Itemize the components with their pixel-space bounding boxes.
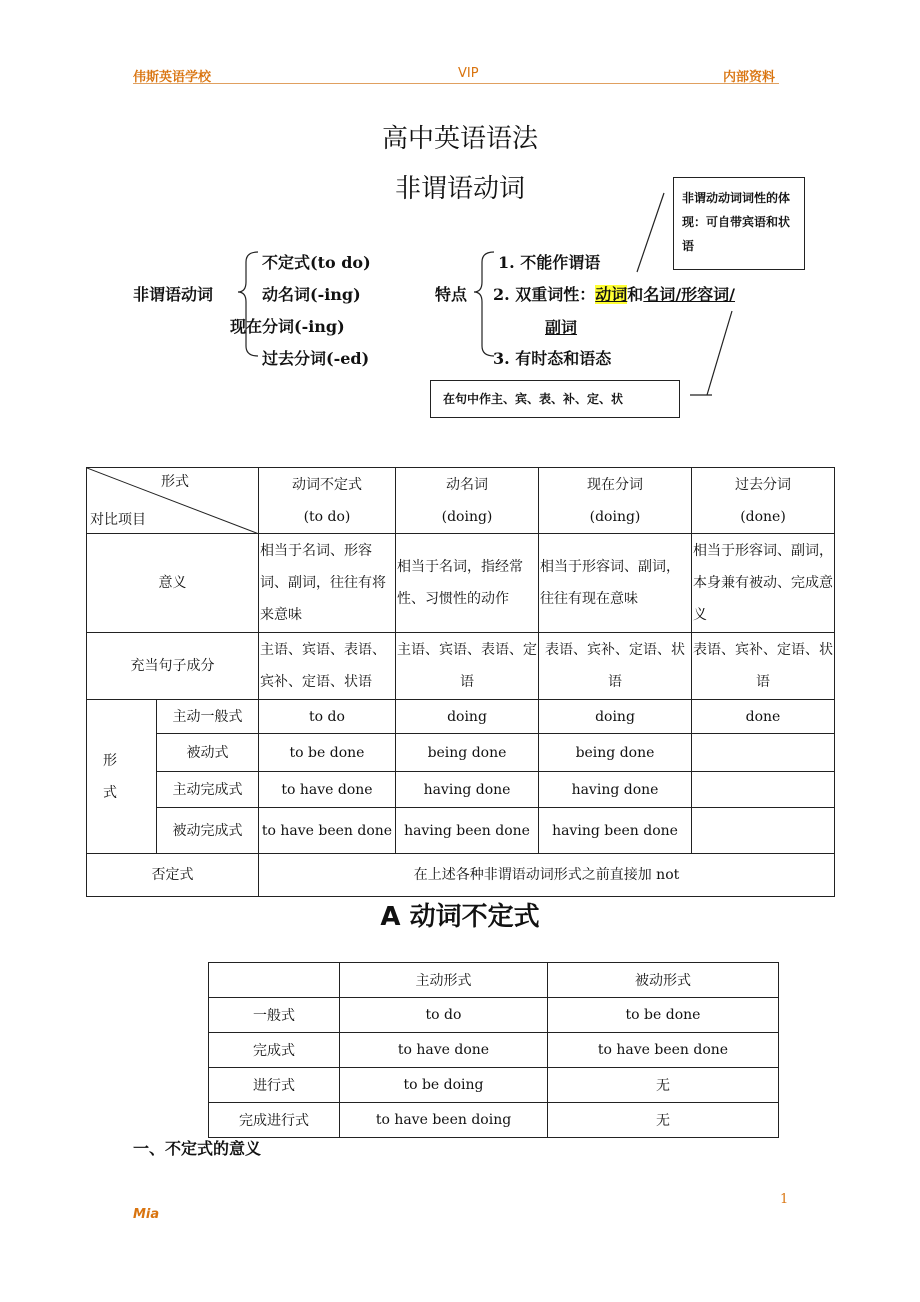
table-row-form-passive bbox=[87, 734, 835, 772]
table-cell: to be doing bbox=[340, 1068, 548, 1103]
footer-brand: Mia bbox=[133, 1207, 160, 1222]
feature-2-rest: 名词/形容词/ bbox=[643, 285, 736, 304]
table-header-row bbox=[209, 963, 779, 998]
form-label-char-2: 式 bbox=[103, 784, 117, 801]
table-cell: to have done bbox=[340, 1033, 548, 1068]
feature-2-prefix: 2. 双重词性： bbox=[493, 285, 596, 304]
row-label-negative: 否定式 bbox=[87, 854, 259, 897]
feature-2 bbox=[493, 282, 735, 305]
diagram-root: 非谓语动词 bbox=[133, 285, 214, 304]
table-cell: 进行式 bbox=[209, 1068, 340, 1103]
roles-gerund: 主语、宾语、表语、定语 bbox=[396, 633, 539, 700]
page-number: 1 bbox=[780, 1192, 789, 1207]
row-label-form bbox=[87, 700, 157, 854]
column-name: 动词不定式 bbox=[292, 476, 362, 493]
note-box-top: 非谓动动词词性的体现：可自带宾语和状语 bbox=[673, 177, 805, 270]
note-box-bottom: 在句中作主、宾、表、补、定、状 bbox=[430, 380, 680, 418]
column-header-present-participle bbox=[539, 468, 692, 534]
table-row-form-perfect bbox=[87, 772, 835, 808]
diagram-item-past-participle: 过去分词(-ed) bbox=[262, 349, 370, 368]
meaning-present-participle: 相当于形容词、副词，往往有现在意味 bbox=[539, 534, 692, 633]
feature-1: 1. 不能作谓语 bbox=[498, 253, 601, 272]
column-form: (done) bbox=[740, 508, 786, 525]
column-header-past-participle bbox=[692, 468, 835, 534]
form-cell: being done bbox=[539, 734, 692, 772]
form-cell: having been done bbox=[396, 808, 539, 854]
form-cell: doing bbox=[396, 700, 539, 734]
table-cell: 完成式 bbox=[209, 1033, 340, 1068]
table-row bbox=[209, 1103, 779, 1138]
form-cell: to have done bbox=[259, 772, 396, 808]
table-row-form-active bbox=[87, 700, 835, 734]
feature-2-adverb: 副词 bbox=[545, 318, 578, 337]
diagram-item-gerund: 动名词(-ing) bbox=[262, 285, 361, 304]
feature-2-and: 和 bbox=[627, 285, 644, 304]
page-title: 高中英语语法 bbox=[381, 124, 538, 154]
form-cell: being done bbox=[396, 734, 539, 772]
column-form: (doing) bbox=[589, 508, 641, 525]
form-row-label: 主动一般式 bbox=[157, 700, 259, 734]
table-row-meaning bbox=[87, 534, 835, 633]
roles-infinitive: 主语、宾语、表语、宾补、定语、状语 bbox=[259, 633, 396, 700]
form-cell: doing bbox=[539, 700, 692, 734]
row-label-roles: 充当句子成分 bbox=[87, 633, 259, 700]
table-row-form-passive-perfect bbox=[87, 808, 835, 854]
form-row-label: 被动完成式 bbox=[157, 808, 259, 854]
column-name: 动名词 bbox=[446, 476, 488, 493]
table-cell: 无 bbox=[548, 1103, 779, 1138]
subsection-heading: 一、不定式的意义 bbox=[133, 1139, 262, 1158]
comparison-table bbox=[86, 467, 835, 897]
roles-present-participle: 表语、宾补、定语、状语 bbox=[539, 633, 692, 700]
table-row bbox=[209, 1068, 779, 1103]
column-header-gerund bbox=[396, 468, 539, 534]
table-row-negative bbox=[87, 854, 835, 897]
diagram-item-present-participle: 现在分词(-ing) bbox=[230, 317, 345, 336]
form-cell: to be done bbox=[259, 734, 396, 772]
table-cell: to have been doing bbox=[340, 1103, 548, 1138]
column-form: (doing) bbox=[441, 508, 493, 525]
feature-label: 特点 bbox=[435, 285, 468, 304]
table-cell: to do bbox=[340, 998, 548, 1033]
table-header-cell: 主动形式 bbox=[340, 963, 548, 998]
meaning-gerund: 相当于名词，指经常性、习惯性的动作 bbox=[396, 534, 539, 633]
meaning-past-participle: 相当于形容词、副词，本身兼有被动、完成意义 bbox=[692, 534, 835, 633]
feature-3: 3. 有时态和语态 bbox=[493, 349, 612, 368]
form-label-char-1: 形 bbox=[103, 752, 117, 769]
feature-2-verb: 动词 bbox=[595, 285, 628, 304]
roles-past-participle: 表语、宾补、定语、状语 bbox=[692, 633, 835, 700]
column-header-infinitive bbox=[259, 468, 396, 534]
table-header-cell: 被动形式 bbox=[548, 963, 779, 998]
header-right: 内部资料 bbox=[723, 70, 776, 85]
negative-text: 在上述各种非谓语动词形式之前直接加 not bbox=[259, 854, 835, 897]
diagram-item-infinitive: 不定式(to do) bbox=[262, 253, 371, 272]
table-header-cell bbox=[209, 963, 340, 998]
table-cell: 一般式 bbox=[209, 998, 340, 1033]
form-cell bbox=[692, 772, 835, 808]
page-subtitle: 非谓语动词 bbox=[394, 174, 525, 204]
table-row bbox=[209, 998, 779, 1033]
corner-bottom-label: 对比项目 bbox=[90, 512, 146, 528]
table-row bbox=[209, 1033, 779, 1068]
column-name: 现在分词 bbox=[587, 476, 643, 493]
form-cell: having been done bbox=[539, 808, 692, 854]
form-cell: to have been done bbox=[259, 808, 396, 854]
form-cell: to do bbox=[259, 700, 396, 734]
meaning-infinitive: 相当于名词、形容词、副词，往往有将来意味 bbox=[259, 534, 396, 633]
corner-top-label: 形式 bbox=[161, 474, 189, 490]
table-cell: to have been done bbox=[548, 1033, 779, 1068]
table-row-roles bbox=[87, 633, 835, 700]
table-cell: 无 bbox=[548, 1068, 779, 1103]
form-cell bbox=[692, 734, 835, 772]
header-left: 伟斯英语学校 bbox=[133, 70, 212, 85]
form-cell: having done bbox=[539, 772, 692, 808]
form-cell: done bbox=[692, 700, 835, 734]
header-center: VIP bbox=[458, 66, 479, 81]
form-row-label: 被动式 bbox=[157, 734, 259, 772]
infinitive-forms-table bbox=[208, 962, 779, 1138]
table-cell: to be done bbox=[548, 998, 779, 1033]
table-cell: 完成进行式 bbox=[209, 1103, 340, 1138]
corner-cell bbox=[87, 468, 259, 534]
column-form: (to do) bbox=[303, 508, 351, 525]
form-row-label: 主动完成式 bbox=[157, 772, 259, 808]
section-title-a: A 动词不定式 bbox=[380, 902, 540, 932]
form-cell bbox=[692, 808, 835, 854]
form-cell: having done bbox=[396, 772, 539, 808]
row-label-meaning: 意义 bbox=[87, 534, 259, 633]
column-name: 过去分词 bbox=[735, 476, 791, 493]
